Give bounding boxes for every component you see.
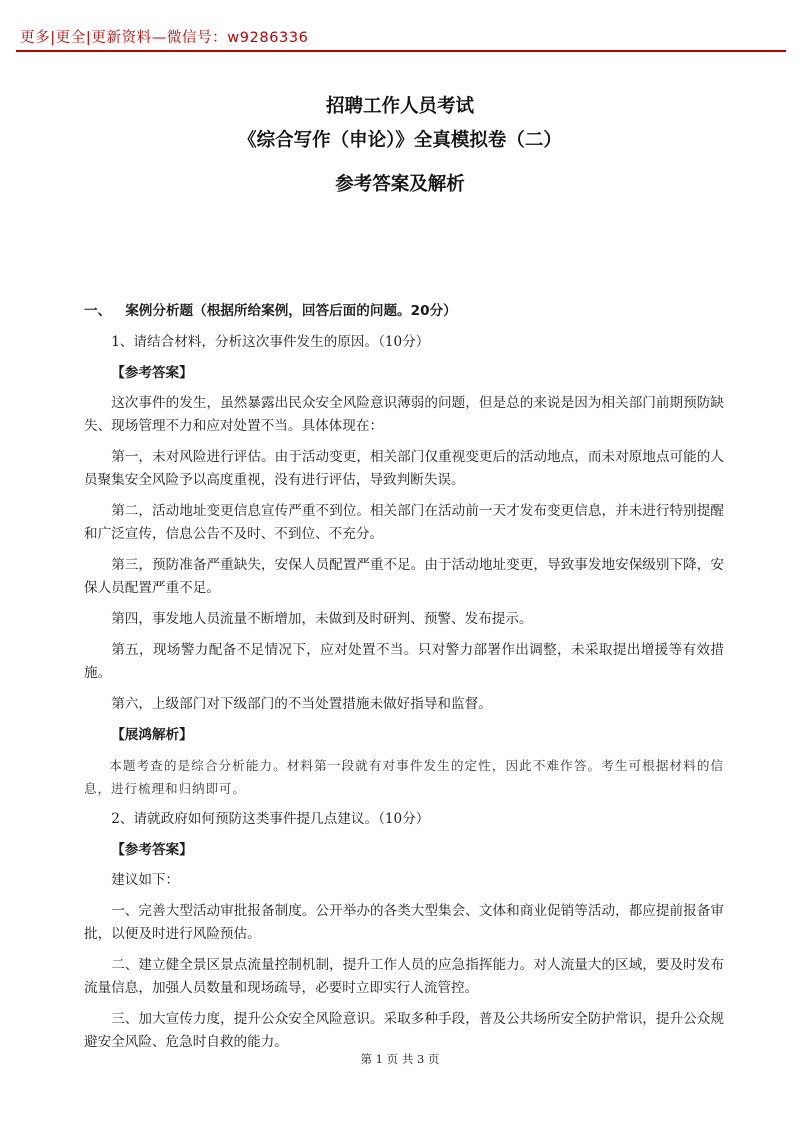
banner-text: 更多|更全|更新资料—微信号：w9286336 bbox=[20, 30, 309, 46]
answer-paragraph: 第二，活动地址变更信息宣传严重不到位。相关部门在活动前一天才发布变更信息，并未进行特别提醒和广泛宣传，信息公告不及时、不到位、不充分。 bbox=[84, 503, 724, 542]
answer-paragraph: 这次事件的发生，虽然暴露出民众安全风险意识薄弱的问题，但是总的来说是因为相关部门前期预防缺失、现场管理不力和应对处置不当。具体体现在： bbox=[84, 395, 724, 434]
section-title: 案例分析题（根据所给案例，回答后面的问题。20分） bbox=[125, 303, 457, 319]
answer-paragraph: 第四，事发地人员流量不断增加，未做到及时研判、预警、发布提示。 bbox=[111, 611, 533, 627]
answer-paragraph: 第六，上级部门对下级部门的不当处置措施未做好指导和监督。 bbox=[111, 696, 492, 712]
paper-title: 《综合写作（申论）》全真模拟卷（二） bbox=[238, 130, 562, 151]
answer-title: 参考答案及解析 bbox=[335, 174, 465, 195]
top-banner bbox=[16, 24, 786, 52]
answer-paragraph: 一、完善大型活动审批报备制度。公开举办的各类大型集会、文体和商业促销等活动，都应提前报备审批，以便及时进行风险预估。 bbox=[84, 903, 724, 942]
exam-title: 招聘工作人员考试 bbox=[325, 96, 474, 117]
answer-paragraph: 建议如下： bbox=[111, 872, 180, 888]
section-heading bbox=[84, 300, 724, 323]
answer-paragraph: 三、加大宣传力度，提升公众安全风险意识。采取多种手段，普及公共场所安全防护常识，提升公众规避安全风险、危急时自救的能力。 bbox=[84, 1011, 724, 1050]
question-1: 1、请结合材料，分析这次事件发生的原因。（10分） bbox=[111, 334, 430, 350]
answer-label-1: 【参考答案】 bbox=[111, 365, 193, 381]
answer-paragraph: 第一，未对风险进行评估。由于活动变更，相关部门仅重视变更后的活动地点，而未对原地点可能的人员聚集安全风险予以高度重视，没有进行评估，导致判断失误。 bbox=[84, 449, 724, 488]
analysis-text: 本题考查的是综合分析能力。材料第一段就有对事件发生的定性，因此不难作答。考生可根据材料的信息，进行梳理和归纳即可。 bbox=[84, 758, 724, 796]
answer-paragraph: 第五，现场警力配备不足情况下，应对处置不当。只对警力部署作出调整，未采取提出增援等有效措施。 bbox=[84, 642, 724, 681]
answer-paragraph: 二、建立健全景区景点流量控制机制，提升工作人员的应急指挥能力。对人流量大的区域，要及时发布流量信息，加强人员数量和现场疏导，必要时立即实行人流管控。 bbox=[84, 957, 724, 996]
page-number: 第 1 页 共 3 页 bbox=[360, 1052, 440, 1066]
analysis-label: 【展鸿解析】 bbox=[111, 727, 193, 743]
question-2: 2、请就政府如何预防这类事件提几点建议。（10分） bbox=[111, 811, 430, 827]
section-number: 一、 bbox=[84, 303, 112, 319]
document-body bbox=[84, 300, 724, 1062]
answer-label-2: 【参考答案】 bbox=[111, 842, 193, 858]
answer-paragraph: 第三，预防准备严重缺失，安保人员配置严重不足。由于活动地址变更，导致事发地安保级别下降，安保人员配置严重不足。 bbox=[84, 557, 724, 596]
